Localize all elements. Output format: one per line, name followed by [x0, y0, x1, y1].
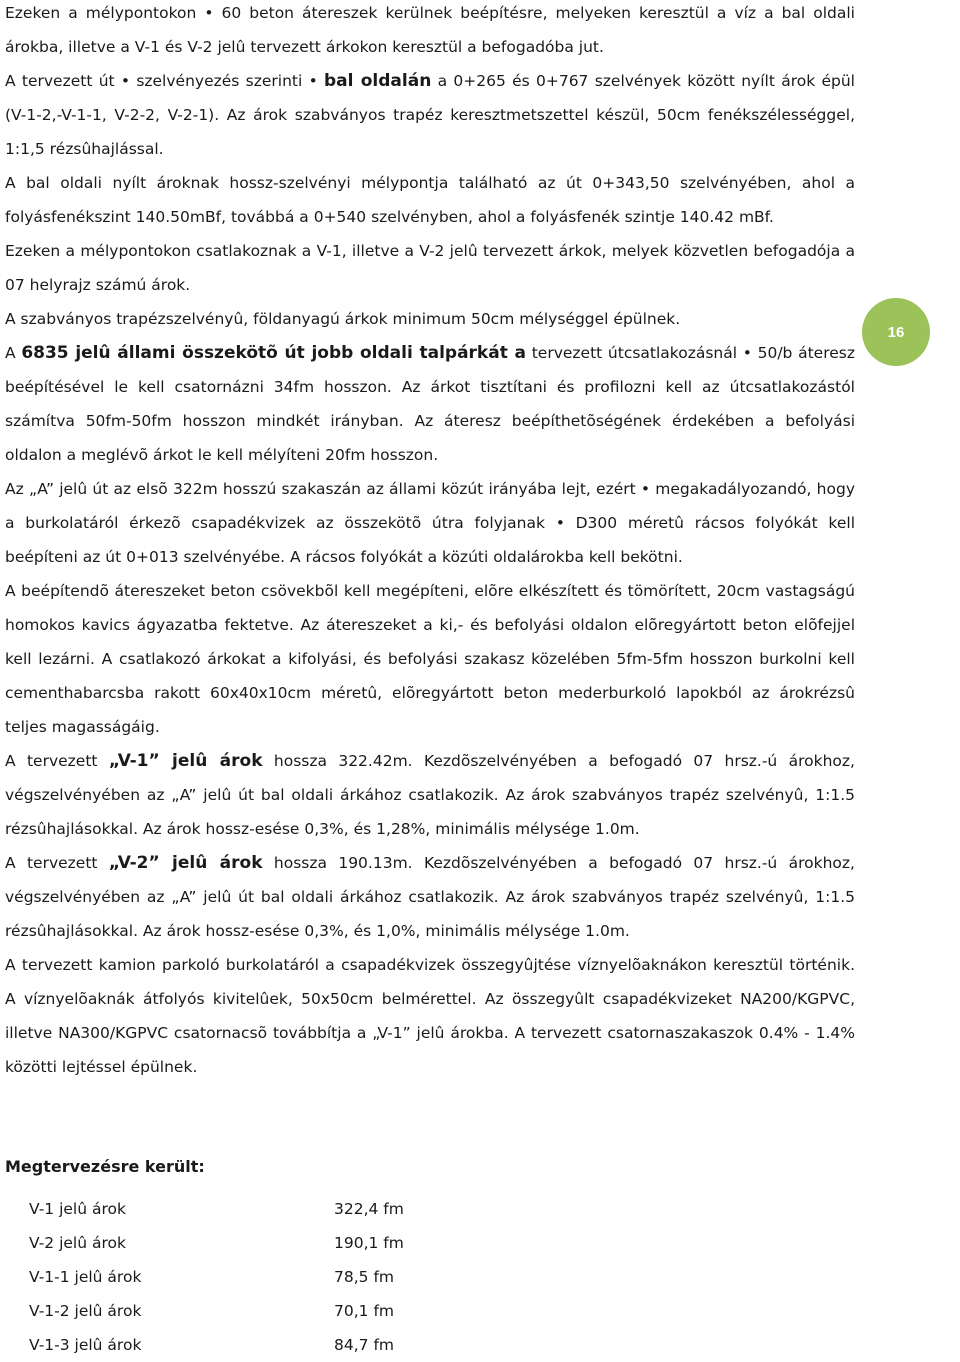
- summary-row: [5, 1328, 605, 1362]
- paragraph-left-ditch: A tervezett út • szelvényezés szerinti • bal oldalán a 0+265 és 0+767 szelvények között nyílt árok épül (V-1-2,-V-1-1, V-2-2, V-2-1). Az árok szabványos trapéz keresztmetszettel készül, 50cm fenékszélességgel, 1:1,5 rézsûhajlással.: [5, 71, 855, 158]
- page-number-badge: 16: [862, 298, 930, 366]
- document-body: [5, 0, 855, 1084]
- summary-item-length: 78,5 fm: [334, 1268, 394, 1286]
- summary-row: [5, 1260, 605, 1294]
- paragraph-v2-ditch: A tervezett „V-2” jelû árok hossza 190.13m. Kezdõszelvényében a befogadó 07 hrsz.-ú árokhoz, végszelvényében az „A” jelû út bal oldali árkához csatlakozik. Az árok szabványos trapéz szelvényû, 1:1.5 rézsûhajlásokkal. Az árok hossz-esése 0,3%, és 1,0%, minimális mélysége 1.0m.: [5, 853, 855, 940]
- summary-item-name: V-1-1 jelû árok: [29, 1268, 142, 1286]
- paragraph-v1-ditch: A tervezett „V-1” jelû árok hossza 322.42m. Kezdõszelvényében a befogadó 07 hrsz.-ú árokhoz, végszelvényében az „A” jelû út bal oldali árkához csatlakozik. Az árok szabványos trapéz szelvényû, 1:1.5 rézsûhajlásokkal. Az árok hossz-esése 0,3%, és 1,28%, minimális mélysége 1.0m.: [5, 751, 855, 838]
- summary-row: [5, 1294, 605, 1328]
- paragraph-connections: Ezeken a mélypontokon csatlakoznak a V-1, illetve a V-2 jelû tervezett árkok, melyek közvetlen befogadója a 07 helyrajz számú árok.: [5, 242, 855, 294]
- summary-section: [5, 1150, 605, 1362]
- summary-item-length: 322,4 fm: [334, 1200, 404, 1218]
- summary-item-name: V-1-2 jelû árok: [29, 1302, 142, 1320]
- paragraph-road-a-slope: Az „A” jelû út az elsõ 322m hosszú szakaszán az állami közút irányába lejt, ezért • megakadályozandó, hogy a burkolatáról érkezõ csapadékvizek az összekötõ útra folyjanak • D300 méretû rácsos folyókát kell beépíteni az út 0+013 szelvényébe. A rácsos folyókát a közúti oldalárokba kell bekötni.: [5, 480, 855, 566]
- paragraph-min-depth: A szabványos trapézszelvényû, földanyagú árkok minimum 50cm mélységgel épülnek.: [5, 310, 681, 328]
- summary-item-length: 70,1 fm: [334, 1302, 394, 1320]
- paragraph-culvert-build: A beépítendõ átereszeket beton csövekbõl kell megépíteni, elõre elkészített és tömörített, 20cm vastagságú homokos kavics ágyazatba fektetve. Az átereszeket a ki,- és befolyási oldalon elõregyártott beton elõfejjel kell lezárni. A csatlakozó árkokat a kifolyási, és befolyási szakasz közelében 5fm-5fm hosszon burkolni kell cementhabarcsba rakott 60x40x10cm méretû, elõregyártott beton mederburkoló lapokból az árokrézsû teljes magasságáig.: [5, 582, 855, 736]
- paragraph-low-points: A bal oldali nyílt ároknak hossz-szelvényi mélypontja található az út 0+343,50 szelvényében, ahol a folyásfenékszint 140.50mBf, továbbá a 0+540 szelvényben, ahol a folyásfenék szintje 140.42 mBf.: [5, 174, 855, 226]
- summary-row: [5, 1192, 605, 1226]
- summary-item-name: V-1-3 jelû árok: [29, 1336, 142, 1354]
- summary-item-length: 190,1 fm: [334, 1234, 404, 1252]
- summary-row: [5, 1226, 605, 1260]
- paragraph-culverts: Ezeken a mélypontokon • 60 beton átereszek kerülnek beépítésre, melyeken keresztül a víz a bal oldali árokba, illetve a V-1 és V-2 jelû tervezett árkokon keresztül a befogadóba jut.: [5, 4, 855, 56]
- summary-item-name: V-1 jelû árok: [29, 1200, 126, 1218]
- paragraph-state-road: A 6835 jelû állami összekötõ út jobb oldali talpárkát a tervezett útcsatlakozásnál • 50/b áteresz beépítésével le kell csatornázni 34fm hosszon. Az árkot tisztítani és profilozni kell az útcsatlakozástól számítva 50fm-50fm hosszon mindkét irányban. Az áteresz beépíthetõségének érdekében a befolyási oldalon a meglévõ árkot le kell mélyíteni 20fm hosszon.: [5, 343, 855, 464]
- summary-item-name: V-2 jelû árok: [29, 1234, 126, 1252]
- summary-heading: Megtervezésre került:: [5, 1157, 205, 1176]
- paragraph-truck-parking: A tervezett kamion parkoló burkolatáról a csapadékvizek összegyûjtése víznyelõaknákon keresztül történik. A víznyelõaknák átfolyós kivitelûek, 50x50cm belmérettel. Az összegyûlt csapadékvizeket NA200/KGPVC, illetve NA300/KGPVC csatornacsõ továbbítja a „V-1” jelû árokba. A tervezett csatornaszakaszok 0.4% - 1.4% közötti lejtéssel épülnek.: [5, 956, 855, 1076]
- summary-item-length: 84,7 fm: [334, 1336, 394, 1354]
